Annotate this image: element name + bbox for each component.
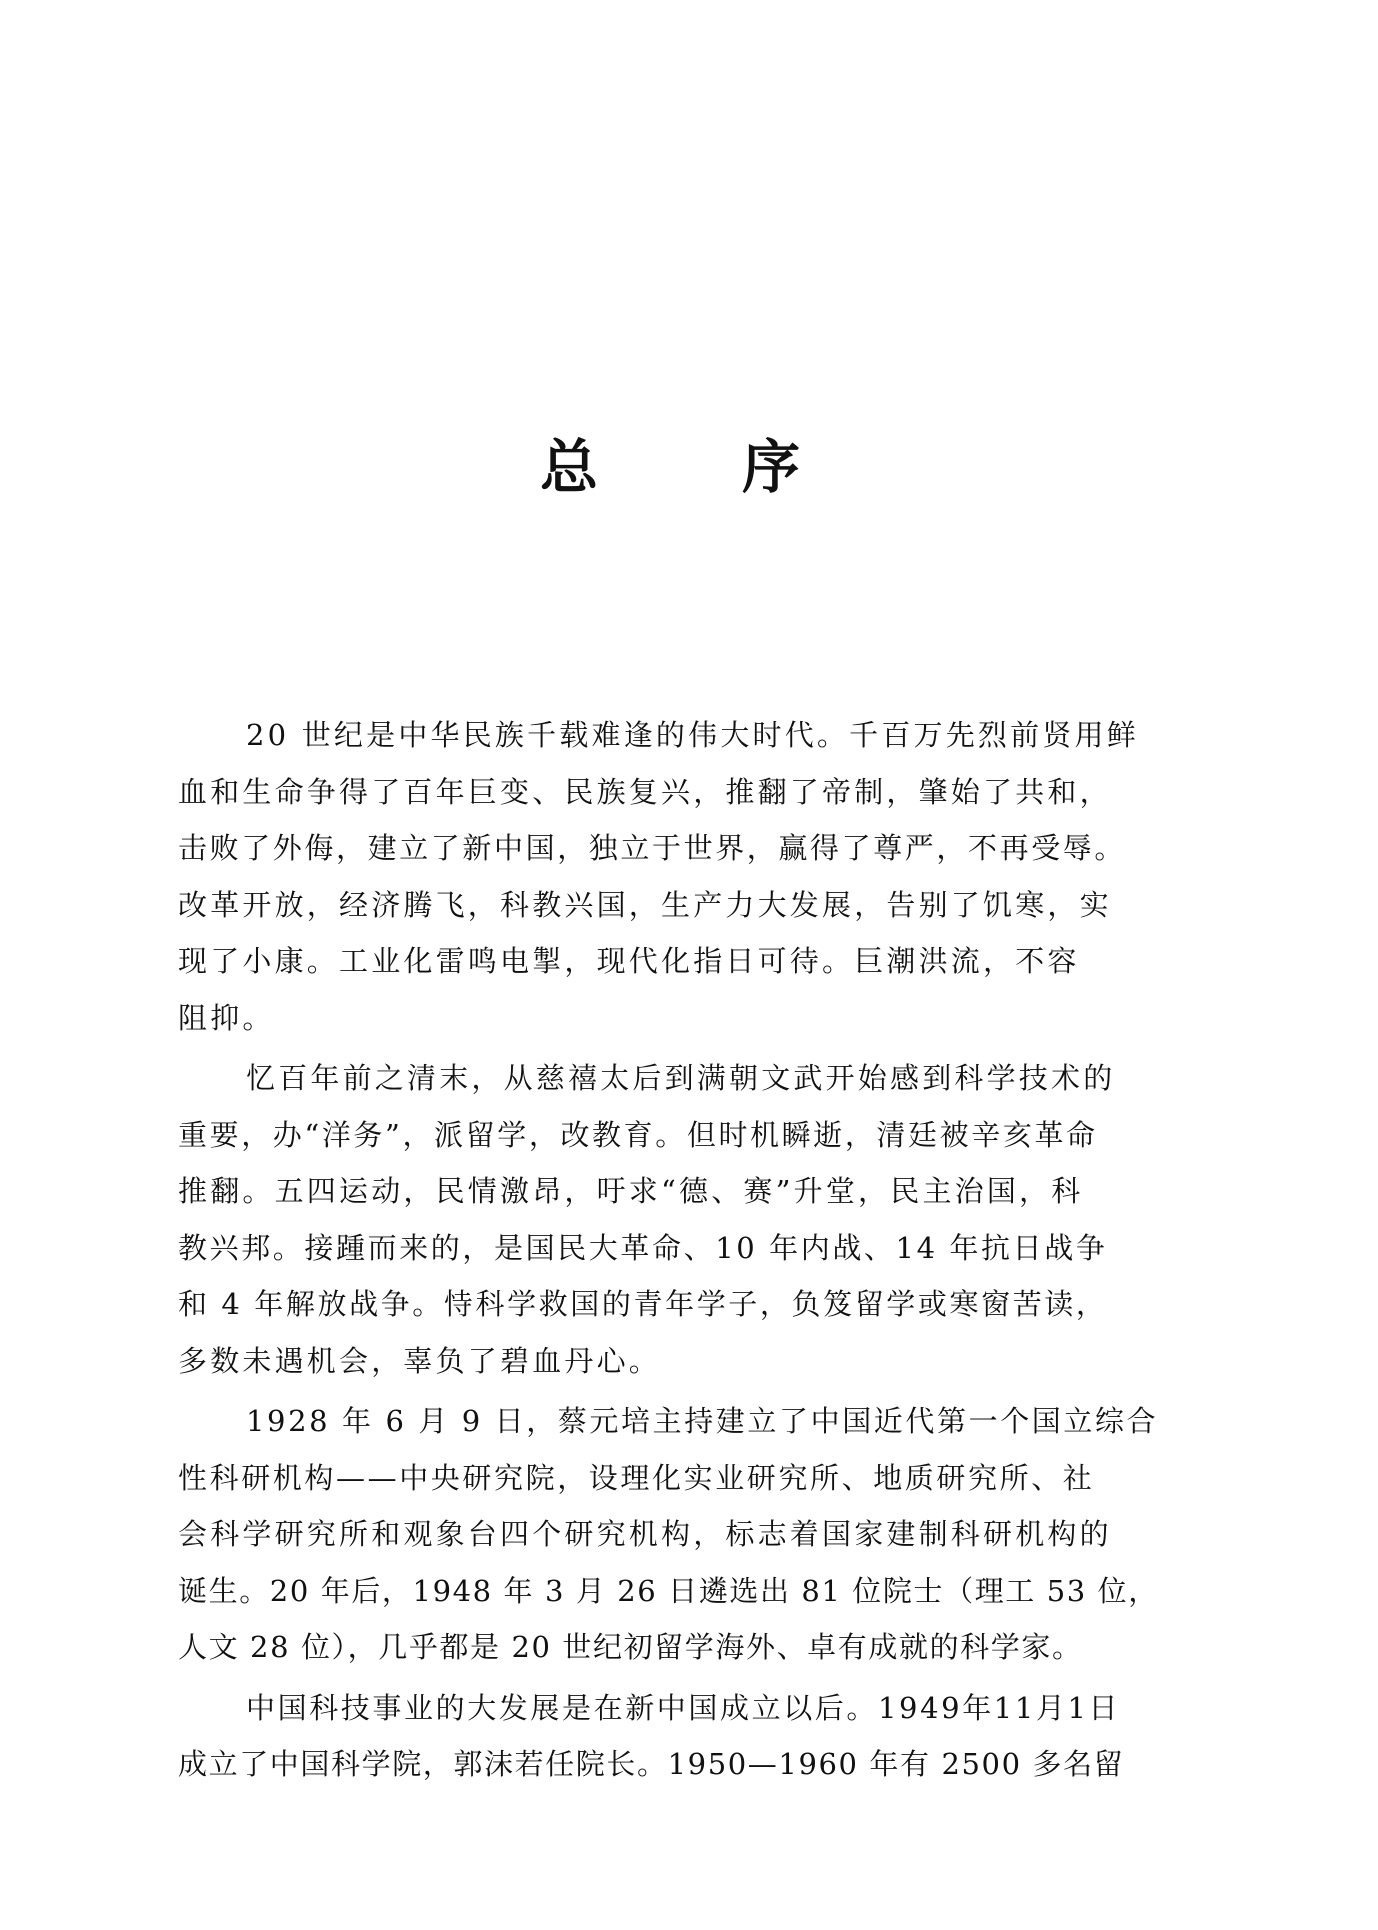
- text-line: 和 4 年解放战争。恃科学救国的青年学子，负笈留学或寒窗苦读，: [178, 1287, 1108, 1321]
- text-line: 20 世纪是中华民族千载难逢的伟大时代。千百万先烈前贤用鲜: [246, 718, 1139, 752]
- text-line: 人文 28 位），几乎都是 20 世纪初留学海外、卓有成就的科学家。: [178, 1630, 1083, 1664]
- text-line: 现了小康。工业化雷鸣电掣，现代化指日可待。巨潮洪流，不容: [178, 944, 1080, 978]
- text-line: 忆百年前之清末，从慈禧太后到满朝文武开始感到科学技术的: [246, 1061, 1116, 1095]
- text-line: 血和生命争得了百年巨变、民族复兴，推翻了帝制，肇始了共和，: [178, 774, 1112, 809]
- title-char-1: 总: [540, 433, 599, 501]
- text-line: 改革开放，经济腾飞，科教兴国，生产力大发展，告别了饥寒，实: [178, 887, 1112, 922]
- page-title: [540, 427, 800, 507]
- text-line: 性科研机构——中央研究院，设理化实业研究所、地质研究所、社: [178, 1460, 1095, 1495]
- text-line: 教兴邦。接踵而来的，是国民大革命、10 年内战、14 年抗日战争: [178, 1230, 1108, 1265]
- text-line: 阻抑。: [178, 1000, 275, 1035]
- text-line: 1928 年 6 月 9 日，蔡元培主持建立了中国近代第一个国立综合: [246, 1404, 1159, 1438]
- text-line: 会科学研究所和观象台四个研究机构，标志着国家建制科研机构的: [178, 1517, 1112, 1551]
- text-line: 击败了外侮，建立了新中国，独立于世界，赢得了尊严，不再受辱。: [178, 831, 1127, 865]
- text-line: 诞生。20 年后，1948 年 3 月 26 日遴选出 81 位院士（理工 53 位，: [178, 1573, 1159, 1608]
- text-line: 中国科技事业的大发展是在新中国成立以后。1949年11月1日: [246, 1690, 1121, 1725]
- text-line: 重要，办“洋务”，派留学，改教育。但时机瞬逝，清廷被辛亥革命: [178, 1117, 1098, 1152]
- text-line: 成立了中国科学院，郭沫若任院长。1950—1960 年有 2500 多名留: [178, 1747, 1125, 1781]
- title-char-2: 序: [741, 433, 800, 501]
- text-line: 多数未遇机会，辜负了碧血丹心。: [178, 1343, 662, 1378]
- body-text: [178, 707, 1180, 1793]
- text-line: 推翻。五四运动，民情激昂，吁求“德、赛”升堂，民主治国，科: [178, 1174, 1084, 1208]
